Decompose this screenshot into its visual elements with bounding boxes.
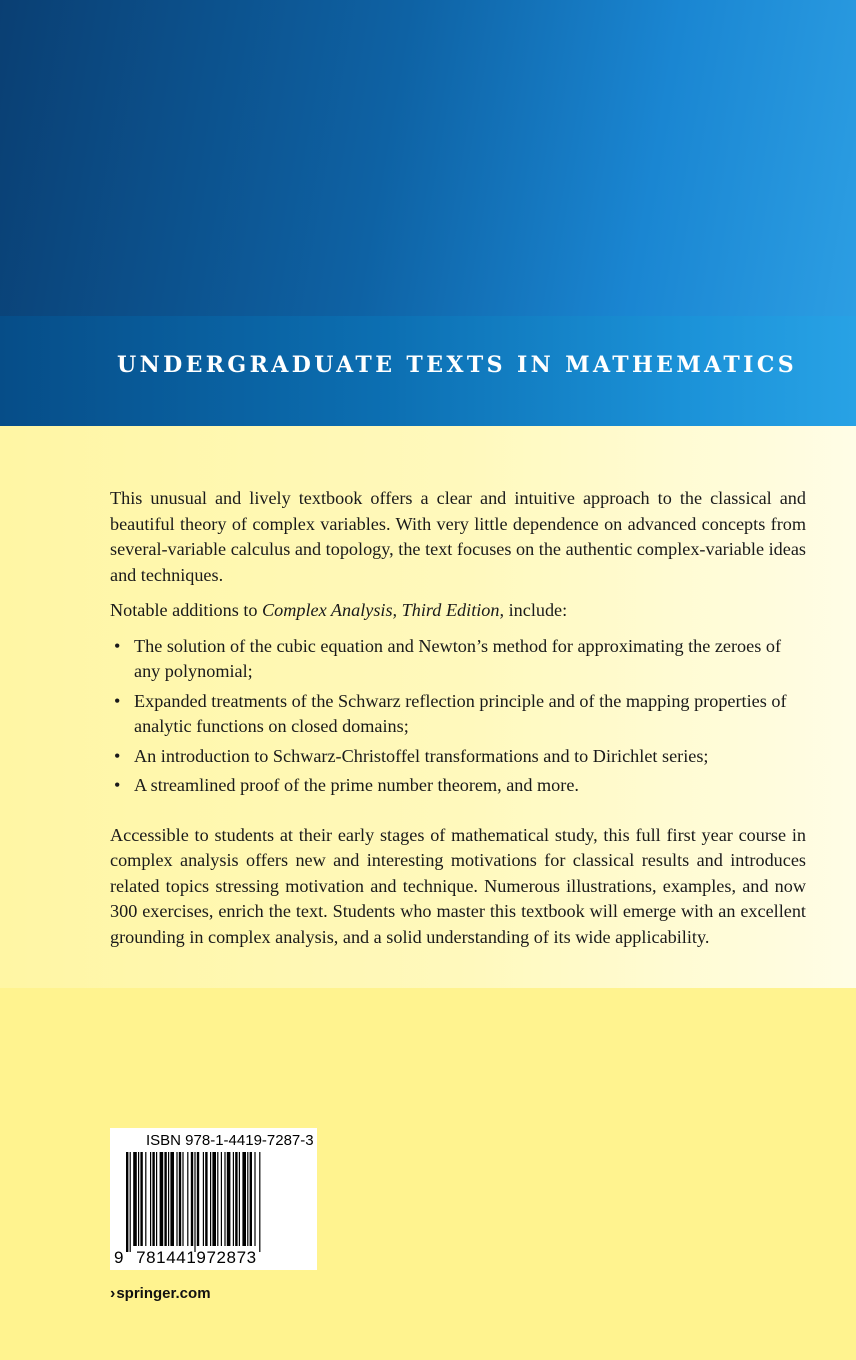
publisher-url: springer.com — [116, 1285, 211, 1302]
intro-paragraph: This unusual and lively textbook offers a clear and intuitive approach to the classical and beautiful theory of complex variables. With very little dependence on advanced concepts from several-variable calculus and topology, the text focuses on the authentic complex-variable ideas and techniques. — [110, 488, 806, 585]
notable-suffix: include: — [504, 600, 568, 620]
cover-top-band — [0, 0, 856, 316]
barcode-first-digit: 9 — [114, 1248, 125, 1267]
bullet-icon: • — [114, 690, 121, 711]
list-item — [110, 744, 806, 770]
book-title: Complex Analysis, Third Edition, — [262, 600, 505, 620]
chevron-right-icon: › — [110, 1285, 116, 1302]
description — [110, 486, 806, 950]
list-item-text: The solution of the cubic equation and Newton’s method for approximating the zeroes of any polynomial; — [134, 635, 781, 681]
closing-paragraph: Accessible to students at their early stages of mathematical study, this full first year course in complex analysis offers new and interesting motivations for classical results and introduces related topics stressing motivation and technique. Numerous illustrations, examples, and now 300 exercises, enrich the text. Students who master this textbook will emerge with an excellent grounding in complex analysis, and a solid understanding of its wide applicability. — [110, 824, 806, 947]
list-item-text: Expanded treatments of the Schwarz reflection principle and of the mapping properties of analytic functions on closed domains; — [134, 690, 787, 736]
bullet-icon: • — [114, 775, 121, 795]
publisher-link[interactable] — [110, 1285, 211, 1303]
list-item — [110, 773, 806, 799]
bullet-icon: • — [114, 635, 121, 656]
list-item-text: A streamlined proof of the prime number theorem, and more. — [134, 775, 579, 795]
isbn-label: ISBN 978-1-4419-7287-3 — [146, 1132, 314, 1149]
list-item — [110, 689, 806, 740]
list-item — [110, 634, 806, 685]
notable-prefix: Notable additions to — [110, 600, 263, 620]
list-item-text: An introduction to Schwarz-Christoffel transformations and to Dirichlet series; — [134, 745, 709, 766]
barcode-number: 781441972873 — [136, 1248, 257, 1267]
additions-list — [110, 634, 806, 799]
series-title: UNDERGRADUATE TEXTS IN MATHEMATICS — [117, 352, 798, 378]
barcode-icon — [126, 1152, 304, 1252]
notable-line — [110, 598, 806, 624]
bullet-icon: • — [114, 745, 121, 766]
barcode-digits — [114, 1248, 257, 1268]
